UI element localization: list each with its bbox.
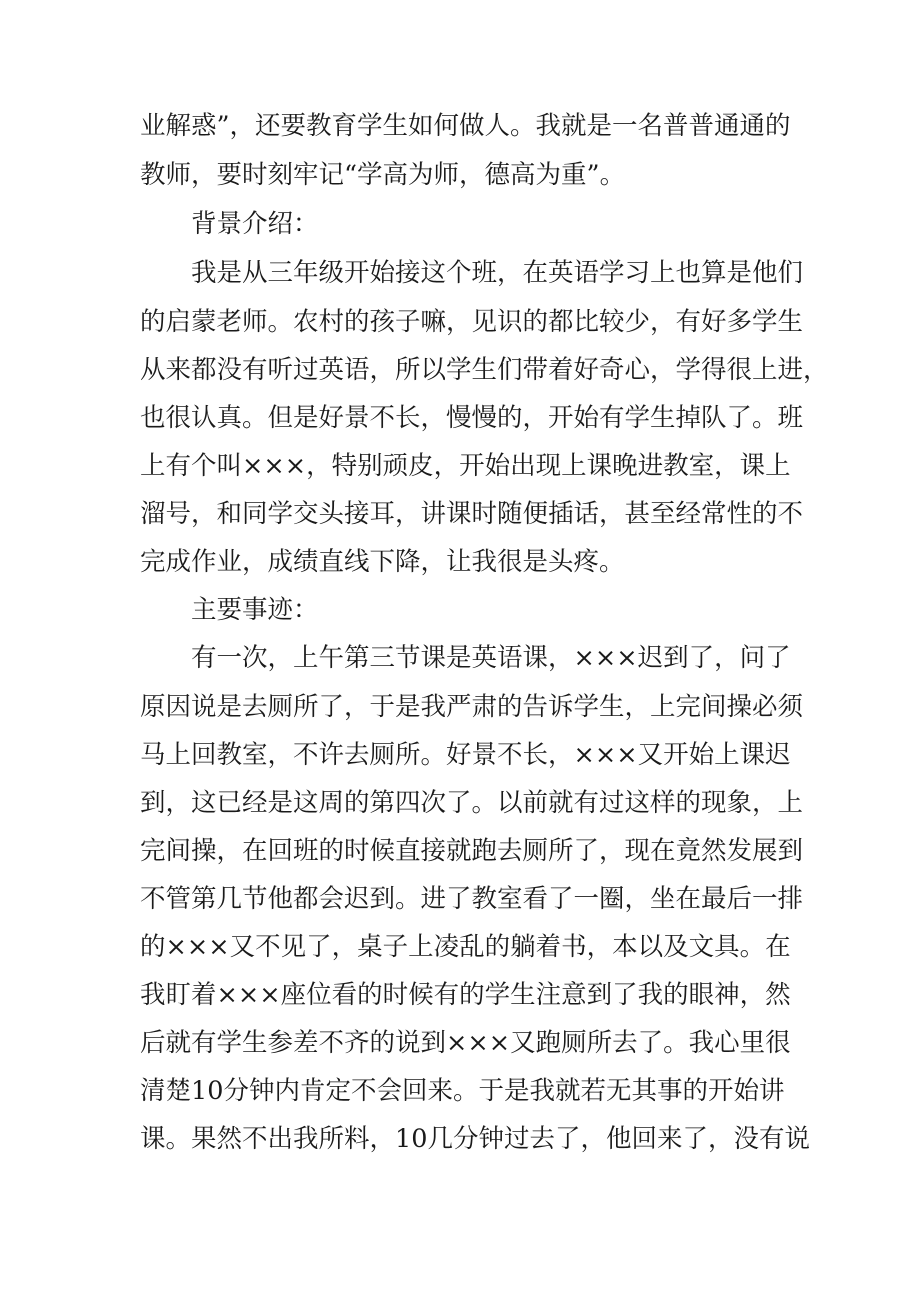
section-heading-main-deeds: 主要事迹：: [191, 595, 319, 625]
text-line-19: 我盯着×××座位看的时候有的学生注意到了我的眼神，然: [140, 980, 791, 1010]
text-line-8: 上有个叫×××，特别顽皮，开始出现上课晚进教室，课上: [140, 451, 791, 481]
text-line-5: 的启蒙老师。农村的孩子嘛，见识的都比较少，有好多学生: [140, 307, 804, 337]
text-line-4: 我是从三年级开始接这个班，在英语学习上也算是他们: [191, 258, 804, 288]
text-line-14: 马上回教室，不许去厕所。好景不长，×××又开始上课迟: [140, 740, 791, 770]
text-line-20: 后就有学生参差不齐的说到×××又跑厕所去了。我心里很: [140, 1028, 791, 1058]
text-line-21: 清楚10分钟内肯定不会回来。于是我就若无其事的开始讲: [140, 1076, 785, 1106]
text-line-16: 完间操，在回班的时候直接就跑去厕所了，现在竟然发展到: [140, 836, 804, 866]
text-line-12: 有一次，上午第三节课是英语课，×××迟到了，问了: [191, 643, 791, 673]
text-line-2: 教师，要时刻牢记“学高为师，德高为重”。: [140, 160, 626, 190]
text-line-6: 从来都没有听过英语，所以学生们带着好奇心，学得很上进，: [140, 355, 829, 385]
text-line-22: 课。果然不出我所料，10几分钟过去了，他回来了，没有说: [140, 1124, 810, 1154]
section-heading-background: 背景介绍：: [191, 209, 319, 239]
text-line-7: 也很认真。但是好景不长，慢慢的，开始有学生掉队了。班: [140, 403, 804, 433]
text-line-13: 原因说是去厕所了，于是我严肃的告诉学生，上完间操必须: [140, 692, 804, 722]
text-line-15: 到，这已经是这周的第四次了。以前就有过这样的现象，上: [140, 788, 804, 818]
text-line-18: 的×××又不见了，桌子上凌乱的躺着书，本以及文具。在: [140, 932, 791, 962]
text-line-17: 不管第几节他都会迟到。进了教室看了一圈，坐在最后一排: [140, 884, 804, 914]
text-line-10: 完成作业，成绩直线下降，让我很是头疼。: [140, 547, 625, 577]
text-line-1: 业解惑”，还要教育学生如何做人。我就是一名普普通通的: [140, 111, 791, 141]
text-line-9: 溜号，和同学交头接耳，讲课时随便插话，甚至经常性的不: [140, 499, 804, 529]
